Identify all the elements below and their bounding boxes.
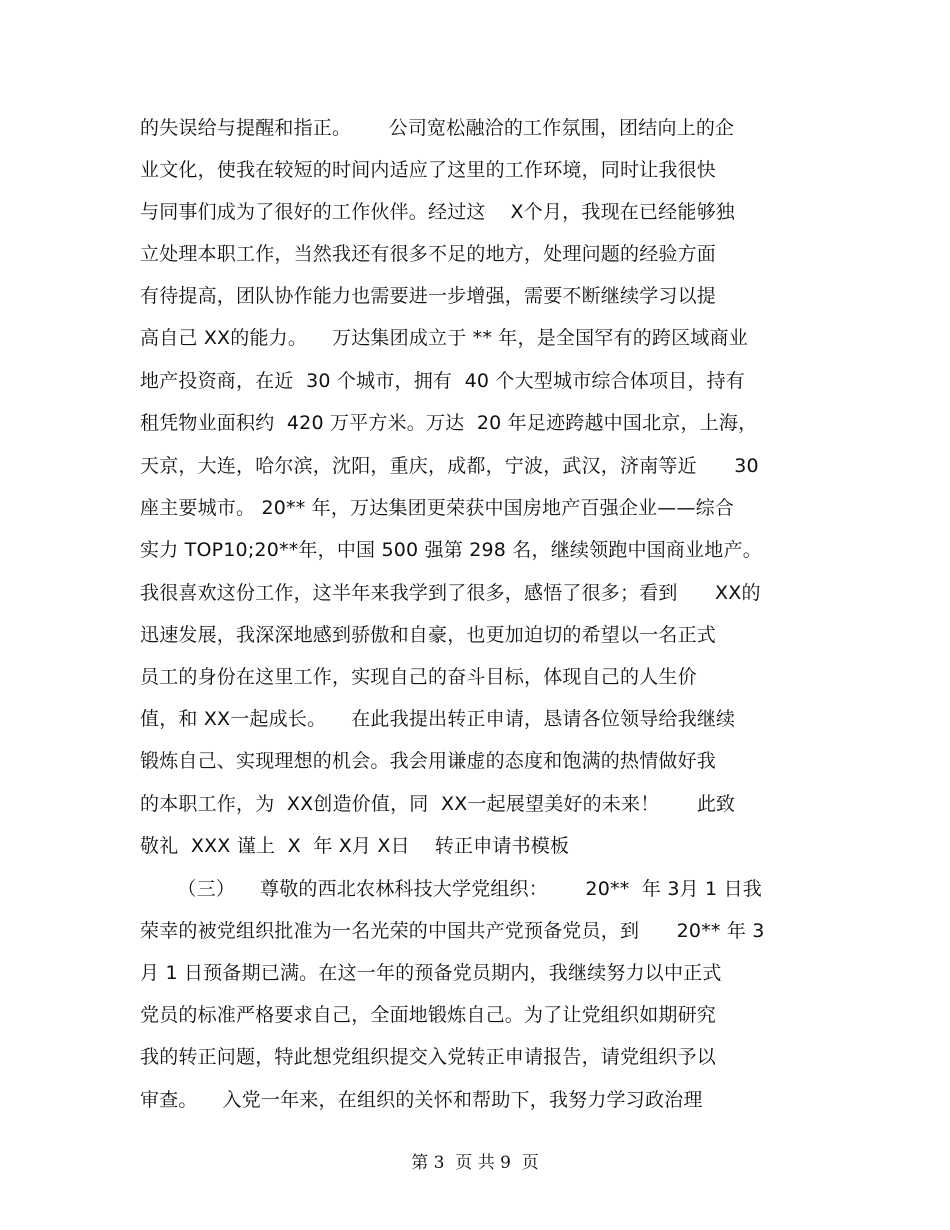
page-footer: 第 3 页 共 9 页	[411, 1153, 539, 1173]
text-line: 天京，大连，哈尔滨，沈阳，重庆，成都，宁波，武汉，济南等近 30	[140, 455, 759, 477]
text-line: 我很喜欢这份工作，这半年来我学到了很多，感悟了很多；看到 XX的	[140, 582, 761, 604]
text-line: 我的转正问题，特此想党组织提交入党转正申请报告，请党组织予以	[140, 1046, 717, 1068]
text-line: 有待提高，团队协作能力也需要进一步增强，需要不断继续学习以提	[140, 285, 717, 307]
text-line: （三） 尊敬的西北农林科技大学党组织： 20** 年 3月 1 日我	[140, 878, 762, 900]
text-line: 荣幸的被党组织批准为一名光荣的中国共产党预备党员，到 20** 年 3	[140, 920, 765, 942]
text-line: 立处理本职工作，当然我还有很多不足的地方，处理问题的经验方面	[140, 243, 717, 265]
text-line: 党员的标准严格要求自己，全面地锻炼自己。为了让党组织如期研究	[140, 1004, 717, 1026]
text-line: 实力 TOP10;20**年，中国 500 强第 298 名，继续领跑中国商业地产。	[140, 539, 762, 561]
text-line: 的本职工作，为 XX创造价值，同 XX一起展望美好的未来！ 此致	[140, 793, 736, 815]
text-line: 敬礼 XXX 谨上 X 年 X月 X日 转正申请书模板	[140, 835, 570, 857]
text-line: 员工的身份在这里工作，实现自己的奋斗目标，体现自己的人生价	[140, 666, 697, 688]
text-line: 业文化，使我在较短的时间内适应了这里的工作环境，同时让我很快	[140, 159, 717, 181]
text-line: 值，和 XX一起成长。 在此我提出转正申请，恳请各位领导给我继续	[140, 708, 736, 730]
text-line: 租凭物业面积约 420 万平方米。万达 20 年足迹跨越中国北京，上海，	[140, 412, 758, 434]
text-line: 月 1 日预备期已满。在这一年的预备党员期内，我继续努力以中正式	[140, 962, 722, 984]
text-line: 锻炼自己、实现理想的机会。我会用谦虚的态度和饱满的热情做好我	[140, 750, 717, 772]
text-line: 与同事们成为了很好的工作伙伴。经过这 X个月，我现在已经能够独	[140, 201, 735, 223]
text-line: 审查。 入党一年来，在组织的关怀和帮助下，我努力学习政治理	[140, 1089, 703, 1111]
text-line: 座主要城市。 20** 年，万达集团更荣获中国房地产百强企业——综合	[140, 497, 735, 519]
text-line: 地产投资商，在近 30 个城市，拥有 40 个大型城市综合体项目，持有	[140, 370, 745, 392]
text-line: 高自己 XX的能力。 万达集团成立于 ** 年，是全国罕有的跨区域商业	[140, 327, 748, 349]
text-line: 的失误给与提醒和指正。 公司宽松融洽的工作氛围，团结向上的企	[140, 117, 735, 139]
text-line: 迅速发展，我深深地感到骄傲和自豪，也更加迫切的希望以一名正式	[140, 624, 717, 646]
